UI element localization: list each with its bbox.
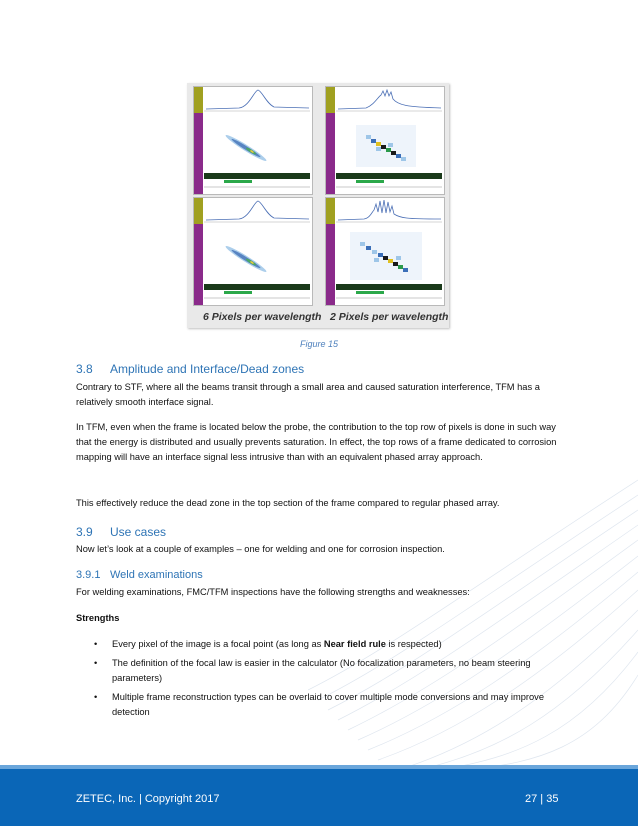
section-title: Use cases xyxy=(110,525,167,539)
section-number: 3.8 xyxy=(76,362,93,376)
strengths-label: Strengths xyxy=(76,613,120,623)
figure-label-6ppw: 6 Pixels per wavelength xyxy=(203,311,322,323)
figure-label-2ppw: 2 Pixels per wavelength xyxy=(330,311,449,323)
section-number: 3.9 xyxy=(76,525,93,539)
section-title: Weld examinations xyxy=(110,569,203,581)
paragraph: Contrary to STF, where all the beams transit through a small area and caused saturation interference, TFM has a relatively smooth interface signal. xyxy=(76,382,540,407)
page-number: 27 | 35 xyxy=(525,793,559,805)
section-number: 3.9.1 xyxy=(76,569,101,581)
bullet-icon: • xyxy=(94,639,98,649)
paragraph: Now let’s look at a couple of examples – one for welding and one for corrosion inspection. xyxy=(76,544,445,554)
tfm-image-6ppw-bottom xyxy=(193,197,313,306)
bullet-icon: • xyxy=(94,692,98,702)
list-item: • The definition of the focal law is easier in the calculator (No focalization parameters, no beam steering parameters) xyxy=(94,658,531,683)
strengths-list xyxy=(94,637,564,724)
bullet-icon: • xyxy=(94,658,98,668)
list-item: • Every pixel of the image is a focal point (as long as Near field rule is respected) xyxy=(94,637,564,652)
list-item: • Multiple frame reconstruction types can be overlaid to cover multiple mode conversions and may improve detection xyxy=(94,692,544,717)
footer-copyright: ZETEC, Inc. | Copyright 2017 xyxy=(76,793,220,805)
section-heading-3-8 xyxy=(76,362,304,376)
paragraph: This effectively reduce the dead zone in the top section of the frame compared to regular phased array. xyxy=(76,498,500,508)
section-title: Amplitude and Interface/Dead zones xyxy=(110,362,305,376)
paragraph: For welding examinations, FMC/TFM inspections have the following strengths and weaknesses: xyxy=(76,587,470,597)
subsection-heading-3-9-1 xyxy=(76,569,203,581)
paragraph: In TFM, even when the frame is located below the probe, the contribution to the top row of pixels is done in such way that the energy is distributed and usually prevents saturation. In effect, the top rows of a frame dedicated to corrosion mapping will have an interface signal less intrusive than with an equivalent phased array approach. xyxy=(76,422,557,462)
section-heading-3-9 xyxy=(76,525,166,539)
figure-caption: Figure 15 xyxy=(299,339,339,349)
tfm-comparison-figure xyxy=(187,83,449,328)
tfm-image-2ppw-top xyxy=(325,86,445,195)
tfm-image-2ppw-bottom xyxy=(325,197,445,306)
tfm-image-6ppw-top xyxy=(193,86,313,195)
